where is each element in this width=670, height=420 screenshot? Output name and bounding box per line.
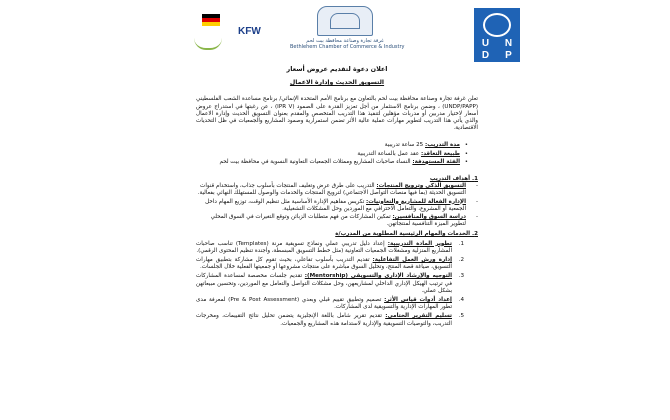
chamber-emblem-icon: [317, 6, 373, 36]
list-item: - الإدارة الفعالة للمشاريع والتعاونيات: تكريس مفاهيم الإدارة الأساسية مثل تنظيم الوقت، توزيع المهام داخل الجمعية أو المشروع، والتعامل الاحترافي مع الموردين وحل المشكلات التشغيلية.: [205, 198, 478, 212]
fact-value: 25 ساعة تدريبية: [384, 142, 426, 149]
item-text: تصميم وتطبيق تقييم قبلي وبعدي (Pre & Post Assessment) لمعرفة مدى تطور المهارات الإدارية والتسويقية لدى المشاركات.: [196, 297, 452, 311]
list-item: [196, 257, 464, 271]
list-item: [196, 297, 464, 311]
item-text: تكريس مفاهيم الإدارة الأساسية مثل تنظيم الوقت، توزيع المهام داخل الجمعية أو المشروع، والتعامل الاحترافي مع الموردين وحل المشكلات التشغيلية.: [205, 198, 466, 212]
item-number: 3.: [458, 273, 464, 280]
section-number: 1.: [471, 176, 478, 183]
fact-value: عقد عمل بالساعة التدريبية: [357, 150, 421, 157]
chamber-logo: [290, 6, 405, 60]
fact-label: الفئة المستهدفة:: [412, 158, 460, 165]
item-label: إعداد أدوات قياس الأثر:: [384, 297, 452, 304]
un-emblem-icon: [483, 13, 511, 37]
fact-label: طبيعة التعاقد:: [420, 150, 460, 157]
section-number: 2.: [471, 231, 478, 238]
item-text: التدريب على طرق عرض وتغليف المنتجات بأسلوب جذاب، واستخدام قنوات التسويق الحديثة (بما فيها منصات التواصل الاجتماعي) لترويج المنتجات والخدمات والوصول للمستهلك النهائي بفعالية.: [197, 183, 466, 197]
item-number: 4.: [458, 297, 464, 304]
item-number: 1.: [458, 240, 464, 247]
announcement-title: اعلان دعوة لتقديم عروض أسعار: [286, 65, 388, 73]
chamber-caption-ar: غرفة تجارة وصناعة محافظة بيت لحم: [306, 38, 384, 44]
objectives-list: [196, 183, 478, 228]
tasks-list: [196, 241, 464, 328]
undp-letter: D: [481, 50, 490, 61]
section-2-heading: [196, 231, 478, 238]
item-text: تقديم التدريب بأسلوب تفاعلي، بحيث تقوم كل مشاركة بتطبيق مهارات التسويق، صياغة قصة المنتج، وتحليل السوق مباشرة على منتجات مشروعها أو جمعيتها الفعلية خلال الجلسات.: [196, 257, 452, 271]
item-label: الإدارة الفعالة للمشاريع والتعاونيات:: [366, 198, 466, 205]
item-label: التسويق الذكي وترويج المنتجات:: [376, 183, 466, 190]
german-flag-icon: [202, 14, 220, 26]
training-title: التسويق الحديث وإدارة الاعمال: [289, 79, 385, 87]
undp-logo: [474, 8, 520, 62]
kfw-logo: KFW: [238, 26, 261, 37]
item-label: إدارة ورش العمل التفاعلية:: [372, 257, 453, 264]
fact-target: [196, 159, 468, 166]
item-text: إعداد دليل تدريبي عملي ونماذج تسويقية مرنة (Templates) تناسب صاحبات المشاريع المنزلية ومشغلات الجمعيات التعاونية (مثل خطط التسويق المبسطة، وأجندة تنظيم المحتوى الرقمي).: [196, 240, 452, 254]
announcement-body: [196, 66, 478, 330]
item-label: دراسة السوق والمنافسين:: [392, 214, 466, 221]
section-heading-text: الخدمات والمهام الرئيسية المطلوبة من المدرب/ة: [335, 231, 471, 238]
item-text: تمكين المشاركات من فهم متطلبات الزبائن وتوقع التغيرات في السوق المحلي لتطوير الميزة التنافسية لمنتجاتهن.: [210, 214, 466, 228]
chamber-caption-en: Bethlehem Chamber of Commerce & Industry: [290, 44, 405, 50]
item-number: 5.: [458, 313, 464, 320]
item-text: تقديم جلسات مخصصة لمساعدة المشاركات في ترتيب الهيكل الإداري الداخلي لمشاريعهن، وحل مشكلات التواصل والتعامل مع الموردين، وتحسين مبيعاتهن بشكل عملي.: [196, 273, 452, 294]
fact-contract: [196, 151, 468, 158]
undp-letter: P: [505, 50, 512, 61]
list-item: - التسويق الذكي وترويج المنتجات: التدريب على طرق عرض وتغليف المنتجات بأسلوب جذاب، واستخدام قنوات التسويق الحديثة (بما فيها منصات التواصل الاجتماعي) لترويج المنتجات والخدمات والوصول للمستهلك النهائي بفعالية.: [197, 183, 478, 197]
item-label: التوجيه والإرشاد الإداري والتسويقي (Mentorship):: [304, 273, 452, 280]
list-item: [196, 273, 464, 295]
undp-letter: N: [504, 38, 513, 49]
facts-list: [196, 142, 468, 166]
section-heading-text: أهداف التدريب: [429, 176, 471, 183]
fact-label: مدة التدريب:: [425, 142, 460, 149]
item-text: تقديم تقرير شامل باللغة الإنجليزية يتضمن تحليل نتائج التقييمات، ومخرجات التدريب، والتوصيات التسويقية والإدارية لاستدامة هذه المشاريع والجمعيات.: [196, 313, 452, 327]
list-item: [196, 313, 464, 327]
intro-paragraph: تعلن غرفة تجارة وصناعة محافظة بيت لحم بالتعاون مع برنامج الأمم المتحدة الإنمائي/ برنامج مساعدة الشعب الفلسطيني (UNDP/PAPP) ، وضمن برنامج الاستثمار من أجل تعزيز القدرة على الصمود (IPR V) ، عن رغبتها في استدراج عروض أسعار لاختيار مدربين أو مدربات مؤهلين لتنفيذ هذا التدريب المتخصص والمقدم بعنوان التسويق الحديث وإدارة الاعمال والذي يأتي هذا التدريب لتطوير مهارات عملية عالية الأثر تضمن استمرارية وصمود المشاريع والجمعيات في ظل التحديات الاقتصادية.: [196, 96, 479, 132]
fact-value: النساء صاحبات المشاريع وممثلات الجمعيات التعاونية النسوية في محافظة بيت لحم: [219, 158, 413, 165]
item-label: تسليم التقرير الختامي:: [385, 313, 452, 320]
item-label: تطوير المادة التدريبية:: [387, 240, 452, 247]
list-item: [196, 241, 464, 255]
undp-letter: U: [481, 38, 490, 49]
item-number: 2.: [458, 257, 464, 264]
swirl-icon: [194, 38, 222, 50]
german-cooperation-logo: [190, 14, 230, 54]
list-item: - دراسة السوق والمنافسين: تمكين المشاركات من فهم متطلبات الزبائن وتوقع التغيرات في السوق المحلي لتطوير الميزة التنافسية لمنتجاتهن.: [210, 214, 478, 228]
fact-duration: [196, 142, 468, 149]
